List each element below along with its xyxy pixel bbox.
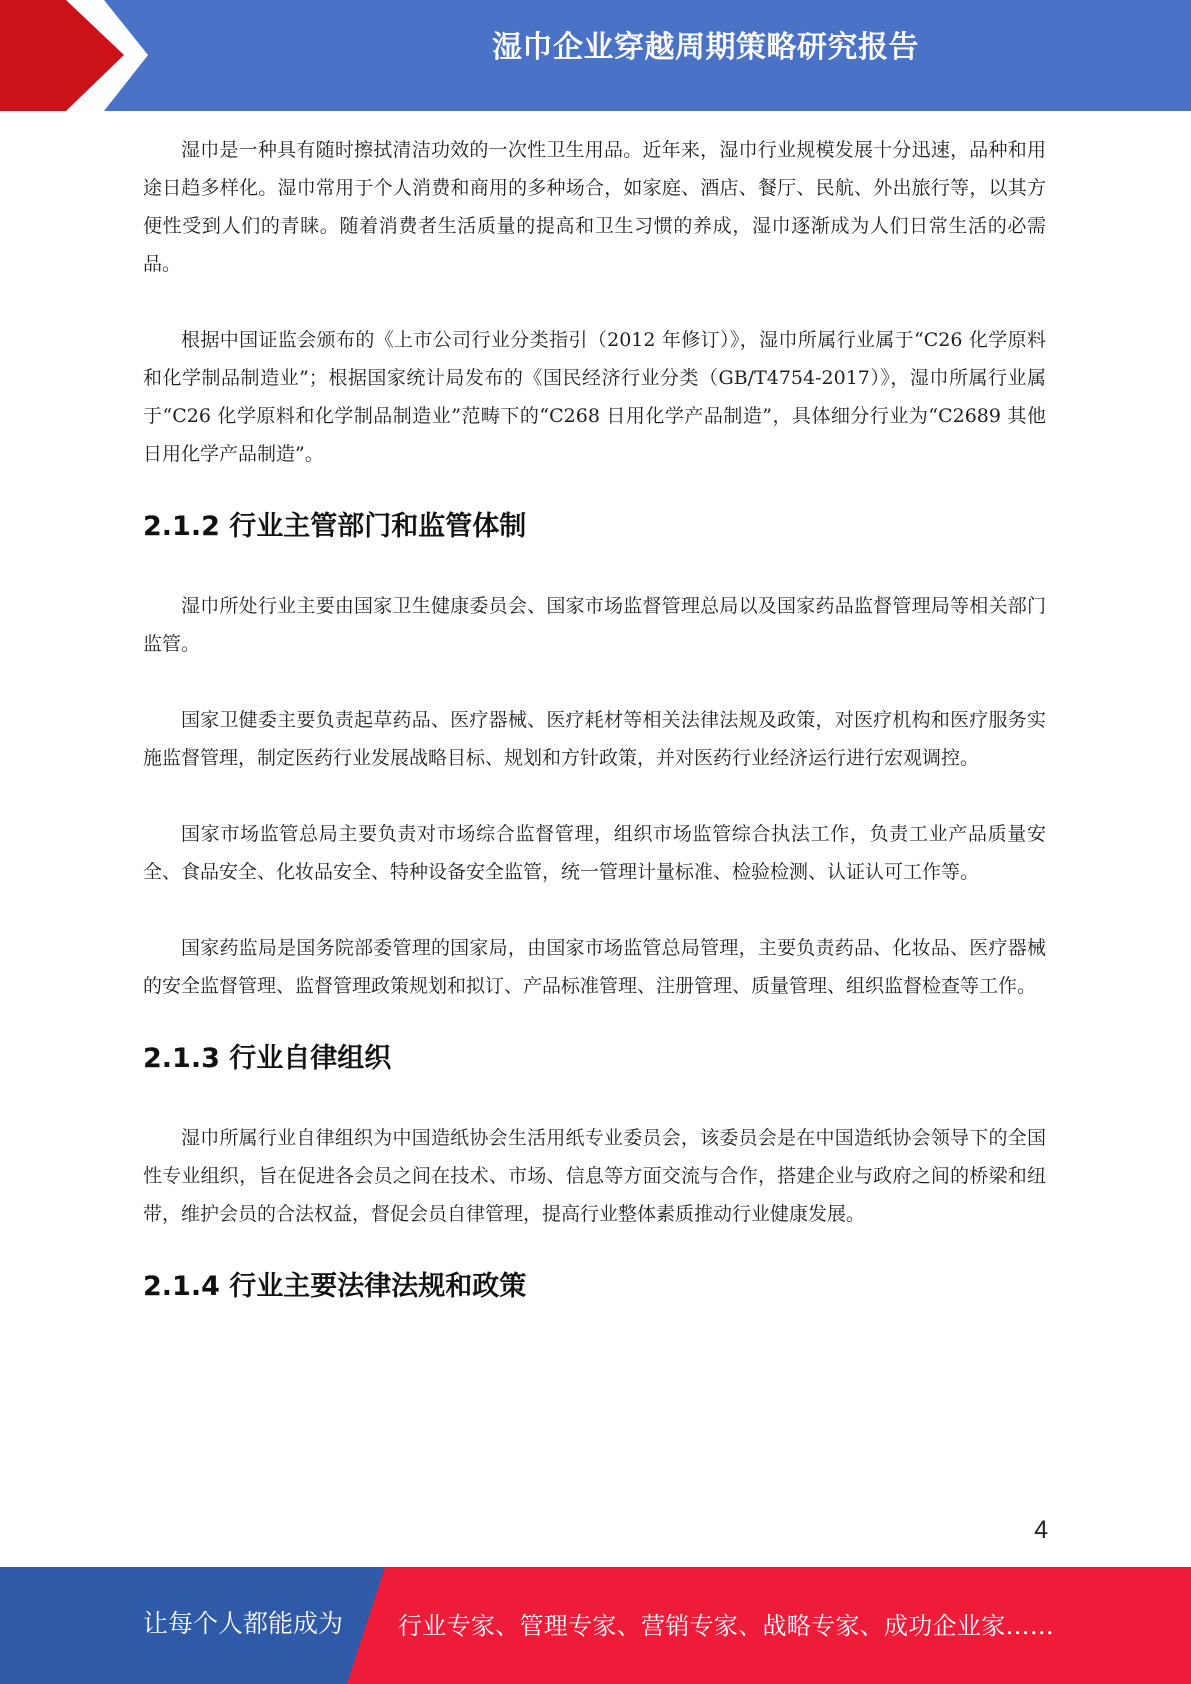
section-heading-2-1-4: 2.1.4 行业主要法律法规和政策	[143, 1271, 527, 1302]
report-title: 湿巾企业穿越周期策略研究报告	[492, 30, 919, 65]
footer-slogan-right: 行业专家、管理专家、营销专家、战略专家、成功企业家……	[398, 1612, 1055, 1640]
paragraph-wipes-intro: 湿巾是一种具有随时擦拭清洁功效的一次性卫生用品。近年来，湿巾行业规模发展十分迅速，品种和用途日趋多样化。湿巾常用于个人消费和商用的多种场合，如家庭、酒店、餐厅、民航、外出旅行等，以其方便性受到人们的青睐。随着消费者生活质量的提高和卫生习惯的养成，湿巾逐渐成为人们日常生活的必需品。	[143, 139, 1046, 275]
paragraph-regulators: 湿巾所处行业主要由国家卫生健康委员会、国家市场监督管理总局以及国家药品监督管理局等相关部门监管。	[143, 595, 1046, 655]
page-header	[0, 0, 1191, 111]
paragraph-industry-classification: 根据中国证监会颁布的《上市公司行业分类指引（2012 年修订）》，湿巾所属行业属于“C26 化学原料和化学制品制造业”；根据国家统计局发布的《国民经济行业分类（GB/T4754-2017）》，湿巾所属行业属于“C26 化学原料和化学制品制造业”范畴下的“C268 日用化学产品制造”，具体细分行业为“C2689 其他日用化学产品制造”。	[143, 329, 1046, 465]
page-footer	[0, 1567, 1191, 1684]
document-body	[143, 131, 1046, 1307]
footer-slogan-left: 让每个人都能成为	[143, 1609, 344, 1638]
section-heading-2-1-3: 2.1.3 行业自律组织	[143, 1043, 392, 1074]
paragraph-self-regulatory-org: 湿巾所属行业自律组织为中国造纸协会生活用纸专业委员会，该委员会是在中国造纸协会领导下的全国性专业组织，旨在促进各会员之间在技术、市场、信息等方面交流与合作，搭建企业与政府之间的桥梁和纽带，维护会员的合法权益，督促会员自律管理，提高行业整体素质推动行业健康发展。	[143, 1127, 1046, 1225]
page-number: 4	[1034, 1516, 1048, 1544]
paragraph-health-commission: 国家卫健委主要负责起草药品、医疗器械、医疗耗材等相关法律法规及政策，对医疗机构和医疗服务实施监督管理，制定医药行业发展战略目标、规划和方针政策，并对医药行业经济运行进行宏观调控。	[143, 709, 1046, 769]
paragraph-market-regulation: 国家市场监管总局主要负责对市场综合监督管理，组织市场监管综合执法工作，负责工业产品质量安全、食品安全、化妆品安全、特种设备安全监管，统一管理计量标准、检验检测、认证认可工作等。	[143, 823, 1046, 883]
section-heading-2-1-2: 2.1.2 行业主管部门和监管体制	[143, 511, 527, 542]
paragraph-drug-administration: 国家药监局是国务院部委管理的国家局，由国家市场监管总局管理，主要负责药品、化妆品、医疗器械的安全监督管理、监督管理政策规划和拟订、产品标准管理、注册管理、质量管理、组织监督检查等工作。	[143, 937, 1046, 997]
